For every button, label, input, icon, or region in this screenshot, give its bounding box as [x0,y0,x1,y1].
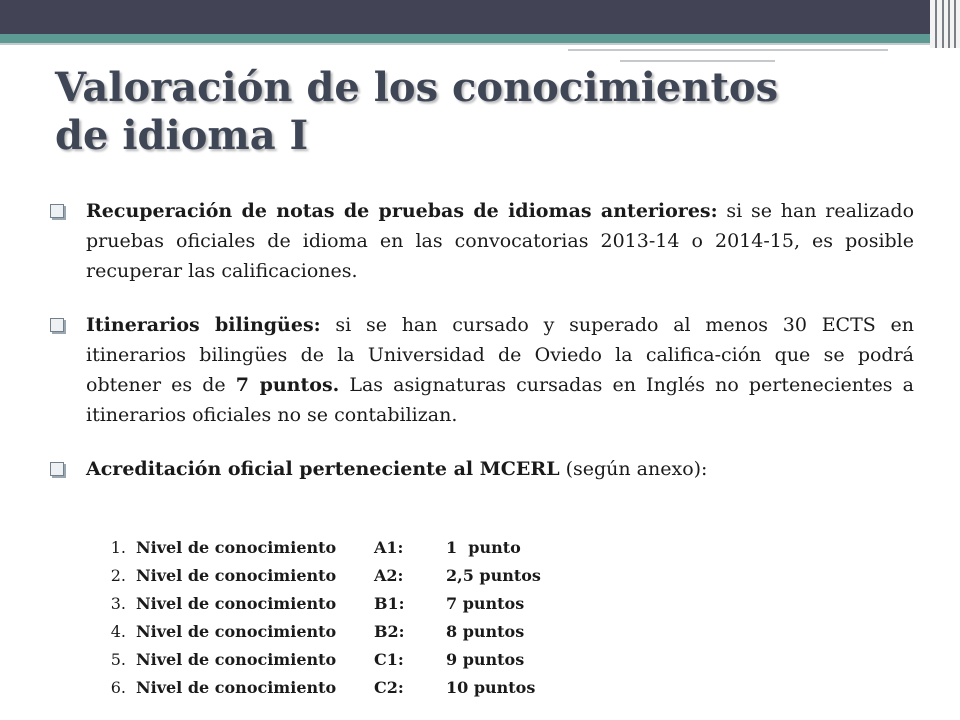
slide-title-line-1: Valoración de los conocimientos [55,64,779,111]
list-item [90,562,650,590]
item-number: 6. [110,678,126,697]
item-number: 2. [110,566,126,585]
slide-title [55,64,915,160]
bullet-itinerarios [48,310,914,430]
bullet-list [48,196,914,484]
header-rule-short [568,49,888,51]
checkbox-bullet-icon [50,204,64,218]
item-label: Nivel de conocimiento [136,566,337,585]
corner-decoration [930,0,960,48]
item-number: 3. [110,594,126,613]
list-item [90,590,650,618]
bullet-text: (según anexo): [559,458,708,480]
item-level-code: A1: [374,538,404,557]
item-points: 10 puntos [446,678,536,697]
bullet-text: si se han cursado y superado al menos 30 ECTS en itinerarios bilingües de la Universidad de Oviedo la califica-ción que se podrá obtener es de [86,314,915,396]
bullet-recuperacion [48,196,914,286]
item-level-code: B1: [374,594,405,613]
list-item [90,534,650,562]
item-points: 2,5 puntos [446,566,541,585]
item-number: 4. [110,622,126,641]
item-level-code: C1: [374,650,404,669]
bullet-heading: Recuperación de notas de pruebas de idiomas anteriores: [86,200,718,222]
header-accent-stripe [0,34,930,43]
header-bar [0,0,930,34]
checkbox-bullet-icon [50,462,64,476]
bullet-text-continued: Las asignaturas cursadas en Inglés no pertenecientes a itinerarios oficiales no se contabilizan. [86,374,914,426]
slide-title-line-2: de idioma I [55,112,309,159]
item-label: Nivel de conocimiento [136,538,337,557]
bullet-emphasis: 7 puntos. [235,374,340,396]
bullet-heading: Itinerarios bilingües: [86,314,321,336]
item-points: 8 puntos [446,622,525,641]
item-label: Nivel de conocimiento [136,678,337,697]
header-rule [0,43,930,45]
item-number: 5. [110,650,126,669]
item-number: 1. [110,538,126,557]
checkbox-bullet-icon [50,318,64,332]
header-rule-shorter [620,60,775,62]
item-label: Nivel de conocimiento [136,622,337,641]
level-list [90,534,650,702]
item-label: Nivel de conocimiento [136,650,337,669]
item-label: Nivel de conocimiento [136,594,337,613]
item-level-code: A2: [374,566,404,585]
item-level-code: B2: [374,622,405,641]
item-points: 1 punto [446,538,521,557]
bullet-acreditacion [48,454,914,484]
list-item [90,618,650,646]
bullet-heading: Acreditación oficial perteneciente al MCERL [86,458,560,480]
list-item [90,646,650,674]
list-item [90,674,650,702]
bullet-text: si se han realizado pruebas oficiales de idioma en las convocatorias 2013-14 o 2014-15, es posible recuperar las calificaciones. [86,200,915,282]
item-points: 7 puntos [446,594,525,613]
item-points: 9 puntos [446,650,525,669]
item-level-code: C2: [374,678,404,697]
